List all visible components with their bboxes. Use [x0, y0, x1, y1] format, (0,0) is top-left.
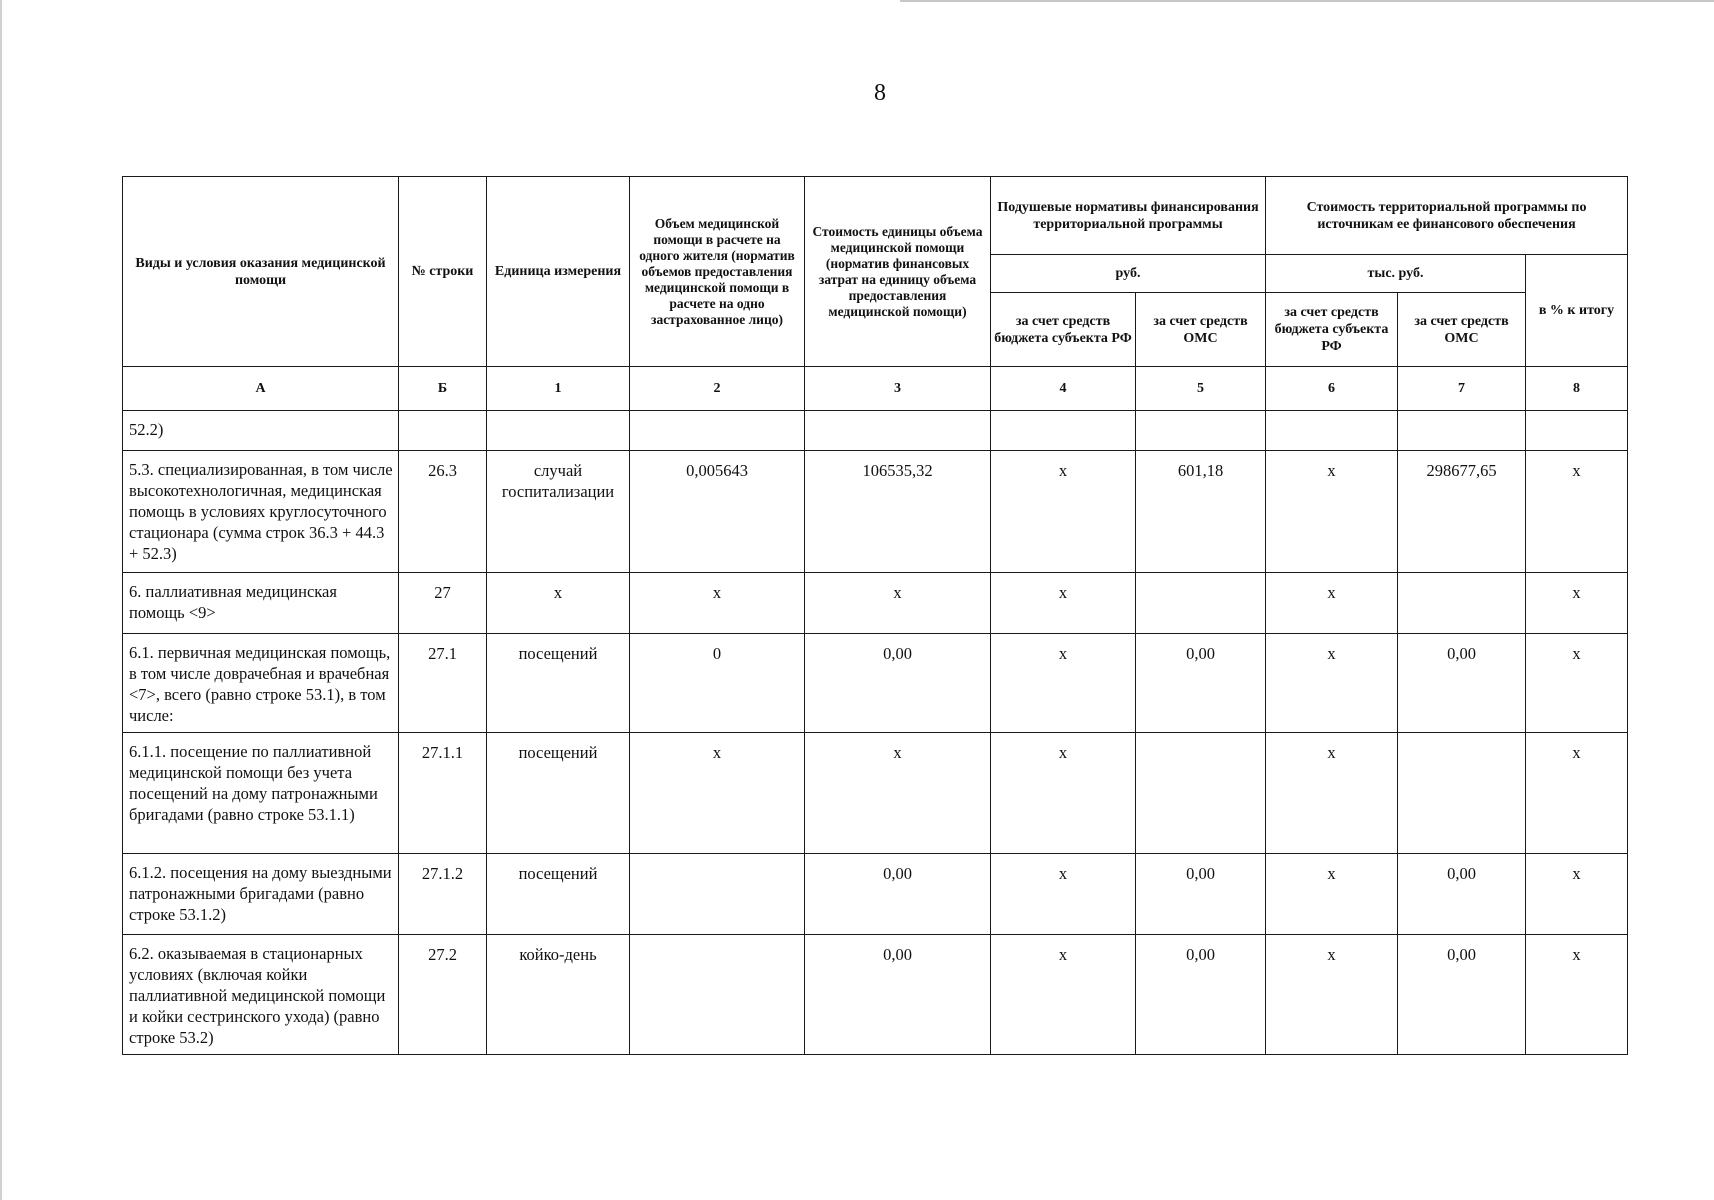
header-cost: Стоимость единицы объема медицинской помощи (норматив финансовых затрат на единицу объема предоставления медицинской помощи) [805, 177, 991, 367]
row-percent: х [1526, 854, 1628, 935]
row-percent: х [1526, 634, 1628, 733]
row-cost [805, 411, 991, 451]
row-budget-thousand: х [1266, 634, 1398, 733]
table-row [123, 451, 1628, 573]
row-oms-thousand [1398, 733, 1526, 854]
table-row [123, 935, 1628, 1055]
row-budget-rub: х [991, 854, 1136, 935]
row-name: 6.1.2. посещения на дому выездными патронажными бригадами (равно строке 53.1.2) [123, 854, 399, 935]
column-index: 4 [991, 367, 1136, 411]
header-oms-thousand: за счет средств ОМС [1398, 293, 1526, 367]
row-unit [487, 411, 630, 451]
row-budget-thousand: х [1266, 935, 1398, 1055]
column-index: 1 [487, 367, 630, 411]
row-budget-thousand: х [1266, 573, 1398, 634]
row-name: 52.2) [123, 411, 399, 451]
row-volume [630, 935, 805, 1055]
row-unit: х [487, 573, 630, 634]
row-oms-rub [1136, 411, 1266, 451]
row-percent [1526, 411, 1628, 451]
financing-table-container [122, 176, 1628, 1055]
row-oms-rub: 0,00 [1136, 854, 1266, 935]
table-row [123, 411, 1628, 451]
header-oms-rub: за счет средств ОМС [1136, 293, 1266, 367]
row-name: 6.1. первичная медицинская помощь, в том числе доврачебная и врачебная <7>, всего (равно строке 53.1), в том числе: [123, 634, 399, 733]
row-oms-rub [1136, 573, 1266, 634]
row-oms-thousand: 0,00 [1398, 854, 1526, 935]
row-percent: х [1526, 573, 1628, 634]
row-oms-thousand: 0,00 [1398, 935, 1526, 1055]
row-number: 27.1 [399, 634, 487, 733]
row-number: 27.1.2 [399, 854, 487, 935]
header-group-program-cost: Стоимость территориальной программы по источникам ее финансового обеспечения [1266, 177, 1628, 255]
header-percent: в % к итогу [1526, 255, 1628, 367]
column-index: 5 [1136, 367, 1266, 411]
table-body [123, 411, 1628, 1055]
row-cost: х [805, 573, 991, 634]
row-budget-rub: х [991, 634, 1136, 733]
column-index-row [123, 367, 1628, 411]
row-oms-rub [1136, 733, 1266, 854]
column-index: Б [399, 367, 487, 411]
row-budget-rub: х [991, 733, 1136, 854]
row-budget-thousand [1266, 411, 1398, 451]
row-name: 6.1.1. посещение по паллиативной медицинской помощи без учета посещений на дому патронажными бригадами (равно строке 53.1.1) [123, 733, 399, 854]
row-budget-thousand: х [1266, 733, 1398, 854]
column-index: 2 [630, 367, 805, 411]
row-unit: случай госпитализации [487, 451, 630, 573]
row-percent: х [1526, 451, 1628, 573]
row-oms-thousand [1398, 573, 1526, 634]
column-index: 6 [1266, 367, 1398, 411]
header-budget-thousand: за счет средств бюджета субъекта РФ [1266, 293, 1398, 367]
row-budget-rub: х [991, 451, 1136, 573]
row-oms-rub: 601,18 [1136, 451, 1266, 573]
row-budget-thousand: х [1266, 854, 1398, 935]
row-number: 26.3 [399, 451, 487, 573]
row-oms-thousand: 298677,65 [1398, 451, 1526, 573]
row-unit: посещений [487, 733, 630, 854]
row-budget-rub: х [991, 573, 1136, 634]
row-cost: 106535,32 [805, 451, 991, 573]
header-name: Виды и условия оказания медицинской помощи [123, 177, 399, 367]
table-row [123, 733, 1628, 854]
row-unit: койко-день [487, 935, 630, 1055]
row-volume: х [630, 573, 805, 634]
row-volume: 0 [630, 634, 805, 733]
column-index: 8 [1526, 367, 1628, 411]
header-budget-rub: за счет средств бюджета субъекта РФ [991, 293, 1136, 367]
header-unit-thousand-rub: тыс. руб. [1266, 255, 1526, 293]
row-number: 27 [399, 573, 487, 634]
row-oms-thousand [1398, 411, 1526, 451]
scan-top-edge [900, 0, 1714, 2]
table-row [123, 854, 1628, 935]
column-index: 3 [805, 367, 991, 411]
table-header [123, 177, 1628, 411]
row-name: 5.3. специализированная, в том числе высокотехнологичная, медицинская помощь в условиях круглосуточного стационара (сумма строк 36.3 + 44.3 + 52.3) [123, 451, 399, 573]
row-budget-rub: х [991, 935, 1136, 1055]
table-row [123, 573, 1628, 634]
header-unit-rub: руб. [991, 255, 1266, 293]
row-unit: посещений [487, 854, 630, 935]
row-percent: х [1526, 733, 1628, 854]
row-oms-thousand: 0,00 [1398, 634, 1526, 733]
row-budget-thousand: х [1266, 451, 1398, 573]
header-unit: Единица измерения [487, 177, 630, 367]
row-oms-rub: 0,00 [1136, 935, 1266, 1055]
row-name: 6.2. оказываемая в стационарных условиях (включая койки паллиативной медицинской помощи и койки сестринского ухода) (равно строке 53.2) [123, 935, 399, 1055]
row-unit: посещений [487, 634, 630, 733]
row-cost: 0,00 [805, 634, 991, 733]
row-cost: 0,00 [805, 854, 991, 935]
row-cost: 0,00 [805, 935, 991, 1055]
table-row [123, 634, 1628, 733]
row-oms-rub: 0,00 [1136, 634, 1266, 733]
row-number [399, 411, 487, 451]
row-budget-rub [991, 411, 1136, 451]
row-volume [630, 854, 805, 935]
header-volume: Объем медицинской помощи в расчете на одного жителя (норматив объемов предоставления медицинской помощи в расчете на одно застрахованное лицо) [630, 177, 805, 367]
financing-table [122, 176, 1628, 1055]
page-number: 8 [874, 80, 886, 106]
row-volume [630, 411, 805, 451]
scan-left-edge [0, 0, 2, 1200]
row-percent: х [1526, 935, 1628, 1055]
row-volume: х [630, 733, 805, 854]
column-index: 7 [1398, 367, 1526, 411]
column-index: А [123, 367, 399, 411]
header-group-per-capita: Подушевые нормативы финансирования территориальной программы [991, 177, 1266, 255]
row-number: 27.2 [399, 935, 487, 1055]
row-number: 27.1.1 [399, 733, 487, 854]
header-row-no: № строки [399, 177, 487, 367]
row-name: 6. паллиативная медицинская помощь <9> [123, 573, 399, 634]
row-cost: х [805, 733, 991, 854]
row-volume: 0,005643 [630, 451, 805, 573]
